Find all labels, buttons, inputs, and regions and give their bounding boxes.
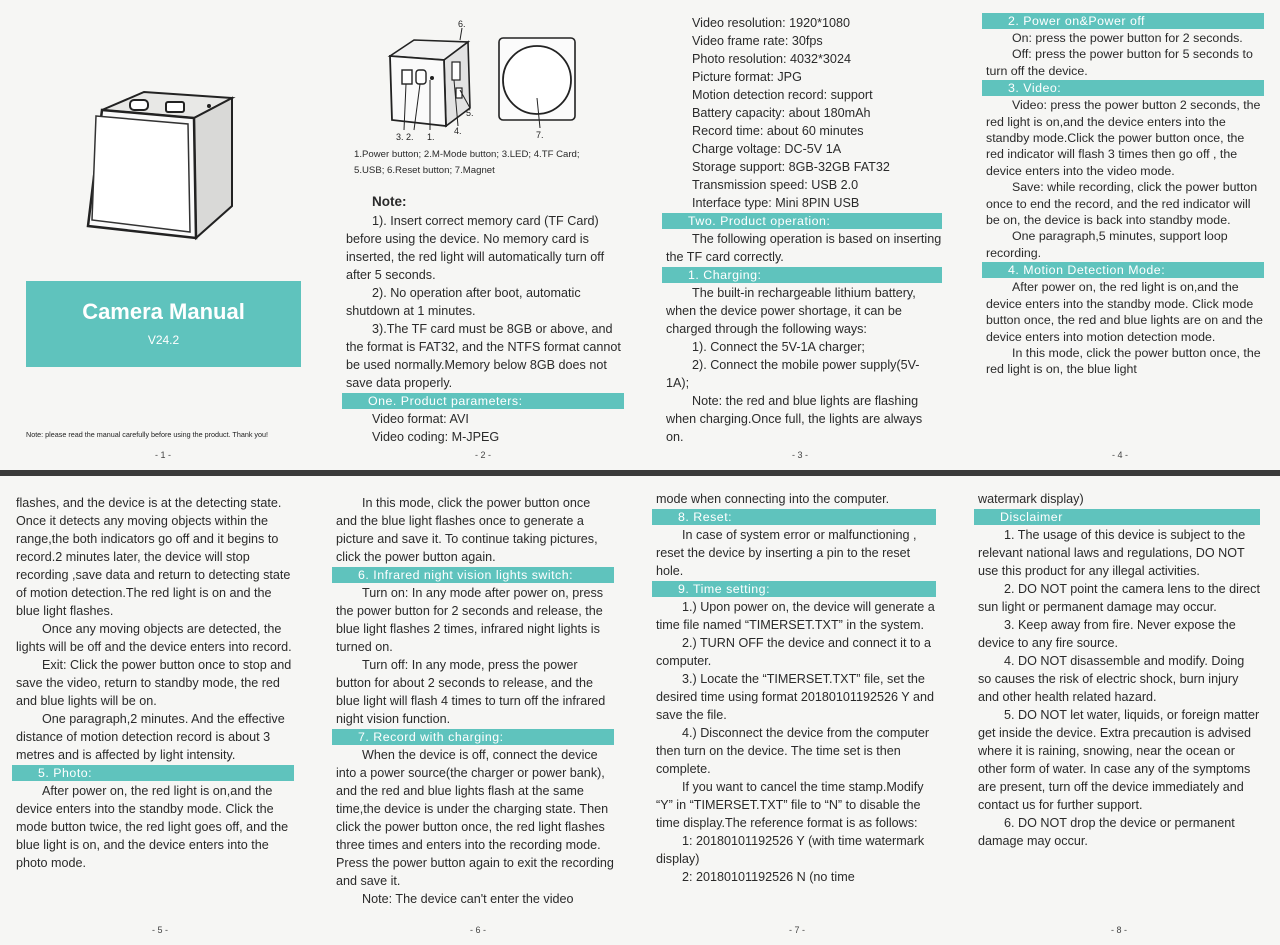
infrared-off: Turn off: In any mode, press the power button for about 2 seconds to release, and the blue light will flash 4 times to turn off the infrared night vision function. <box>336 658 606 726</box>
param-item: Interface type: Mini 8PIN USB <box>692 196 860 210</box>
record-note: Note: The device can't enter the video <box>362 892 574 906</box>
param-item: Motion detection record: support <box>692 88 873 102</box>
paragraph-text: One paragraph,2 minutes. And the effective distance of motion detection record is about 3 metres and is affected by light intensity. <box>16 712 285 762</box>
page-number: - 4 - <box>1111 450 1128 460</box>
record-charging-text: When the device is off, connect the device into a power source(the charger or power bank), and the red and blue lights flash at the same time,the device is under the charging state. Then click the power button once, the red light flashes three times and enters into the recording mode. Press the power button again to exit the recording and save it. <box>336 748 614 888</box>
param-item: Storage support: 8GB-32GB FAT32 <box>692 160 890 174</box>
charge-way-1: 1). Connect the 5V-1A charger; <box>692 340 865 354</box>
page-3 <box>640 0 960 470</box>
save-text: Save: while recording, click the power button once to end the record, and the red indicator will be on, the device is back into standby mode. <box>986 180 1258 228</box>
disclaimer-6: 6. DO NOT drop the device or permanent damage may occur. <box>978 816 1235 848</box>
video-text: Video: press the power button 2 seconds, the red light is on,and the device enters into the standby mode.Click the power button once, the red indicator will flash 3 times then go off , the device enters into the video mode. <box>986 98 1261 178</box>
disclaimer-5: 5. DO NOT let water, liquids, or foreign matter get inside the device. Extra precaution is advised where it is raining, snowing, near the ocean or other form of water. In case any of the symptoms are present, turn off the device immediately and contact us for further support. <box>978 708 1260 812</box>
param-item: Video resolution: 1920*1080 <box>692 16 851 30</box>
page-number: - 6 - <box>469 925 486 935</box>
photo-continued: In this mode, click the power button once and the blue light flashes once to generate a picture and save it. To continue taking pictures, click the power button again. <box>336 496 598 564</box>
format-continued: watermark display) <box>978 492 1084 506</box>
photo-text: After power on, the red light is on,and the device enters into the standby mode. Click the mode button twice, the red light goes off, and the blue light is on, and the device enters into the photo mode. <box>16 784 289 870</box>
page-number: - 5 - <box>151 925 168 935</box>
section-charging: 1. Charging: <box>662 267 942 283</box>
page-number: - 3 - <box>791 450 808 460</box>
loop-text: One paragraph,5 minutes, support loop recording. <box>986 229 1228 260</box>
legend-line-2: 5.USB; 6.Reset button; 7.Magnet <box>354 165 495 176</box>
page-number: - 1 - <box>154 450 171 460</box>
device-diagram <box>382 18 612 143</box>
section-video: 3. Video: <box>982 80 1264 96</box>
time-step-2: 2.) TURN OFF the device and connect it to a computer. <box>656 636 931 668</box>
section-infrared: 6. Infrared night vision lights switch: <box>332 567 614 583</box>
page-8 <box>958 476 1280 945</box>
section-disclaimer: Disclaimer <box>974 509 1260 525</box>
charge-note: Note: the red and blue lights are flashing when charging.Once full, the lights are always on. <box>666 394 923 444</box>
note-1: 1). Insert correct memory card (TF Card) before using the device. No memory card is inserted, the red light will automatically turn off after 5 seconds. <box>346 214 605 282</box>
time-format-1: 1: 20180101192526 Y (with time watermark display) <box>656 834 925 866</box>
section-motion: 4. Motion Detection Mode: <box>982 262 1264 278</box>
callout-32: 3. 2. <box>396 132 414 142</box>
param-video-format: Video format: AVI <box>372 412 469 426</box>
reset-text: In case of system error or malfunctioning , reset the device by inserting a pin to the reset hole. <box>656 528 917 578</box>
power-off-text: Off: press the power button for 5 seconds to turn off the device. <box>986 47 1253 78</box>
operation-intro: The following operation is based on inserting the TF card correctly. <box>666 232 942 264</box>
note-2: 2). No operation after boot, automatic shutdown at 1 minutes. <box>346 286 581 318</box>
disclaimer-4: 4. DO NOT disassemble and modify. Doing so causes the risk of electric shock, burn injury and other health related hazard. <box>978 654 1245 704</box>
note-heading: Note: <box>372 194 407 209</box>
callout-4: 4. <box>454 126 462 136</box>
charging-text: The built-in rechargeable lithium battery, when the device power shortage, it can be charged through the following ways: <box>666 286 916 336</box>
section-photo: 5. Photo: <box>12 765 294 781</box>
callout-7: 7. <box>536 130 544 140</box>
page-2 <box>326 0 640 470</box>
param-item: Transmission speed: USB 2.0 <box>692 178 859 192</box>
callout-6: 6. <box>458 19 466 29</box>
page-4 <box>960 0 1280 470</box>
cover-title: Camera Manual <box>82 299 245 324</box>
infrared-on: Turn on: In any mode after power on, press the power button for 2 seconds and release, the blue light flashes 2 times, infrared night lights is turned on. <box>336 586 604 654</box>
page-number: - 2 - <box>474 450 491 460</box>
section-time-setting: 9. Time setting: <box>652 581 936 597</box>
note-continued: mode when connecting into the computer. <box>656 492 890 506</box>
param-item: Charge voltage: DC-5V 1A <box>692 142 842 156</box>
power-on-text: On: press the power button for 2 seconds. <box>1012 31 1243 45</box>
callout-5: 5. <box>466 108 474 118</box>
cover-version: V24.2 <box>147 333 180 347</box>
note-3: 3).The TF card must be 8GB or above, and the format is FAT32, and the NTFS format cannot be used normally.Memory below 8GB does not save data properly. <box>346 322 621 390</box>
param-item: Video frame rate: 30fps <box>692 34 823 48</box>
section-reset: 8. Reset: <box>652 509 936 525</box>
cover-note: Note: please read the manual carefully before using the product. Thank you! <box>26 430 268 439</box>
cover-page <box>0 0 326 470</box>
section-record-charging: 7. Record with charging: <box>332 729 614 745</box>
charge-way-2: 2). Connect the mobile power supply(5V-1A); <box>666 358 920 390</box>
cover-title-band <box>26 281 301 367</box>
motion-continued: flashes, and the device is at the detecting state. Once it detects any moving objects within the range,the both indicators go off and it begins to record.2 minutes later, the device will stop recording ,save data and return to detecting state of motion detection.The red light is on and the blue light flashes. <box>16 496 291 618</box>
page-5 <box>0 476 320 945</box>
param-item: Photo resolution: 4032*3024 <box>692 52 851 66</box>
time-format-2: 2: 20180101192526 N (no time <box>682 870 855 884</box>
motion-text-2: In this mode, click the power button once, the red light is on, the blue light <box>986 345 1261 377</box>
page-6 <box>320 476 636 945</box>
section-heading-one: One. Product parameters: <box>342 393 624 409</box>
motion-text: After power on, the red light is on,and the device enters into the standby mode. Click mode button once, the red and blue lights are on and the device enters into motion detection mode. <box>986 280 1263 344</box>
section-heading-two: Two. Product operation: <box>662 213 942 229</box>
time-step-4: 4.) Disconnect the device from the computer then turn on the device. The time set is then complete. <box>656 726 930 776</box>
exit-text: Exit: Click the power button once to stop and save the video, return to standby mode, the red and blue lights will be on. <box>16 658 292 708</box>
fold-line-horizontal <box>0 470 1280 476</box>
param-item: Picture format: JPG <box>692 70 802 84</box>
page-number: - 8 - <box>1110 925 1127 935</box>
disclaimer-3: 3. Keep away from fire. Never expose the device to any fire source. <box>978 618 1236 650</box>
disclaimer-1: 1. The usage of this device is subject to the relevant national laws and regulations, DO NOT use this product for any illegal activities. <box>978 528 1246 578</box>
callout-1: 1. <box>427 132 435 142</box>
param-item: Battery capacity: about 180mAh <box>692 106 871 120</box>
legend-line-1: 1.Power button; 2.M-Mode button; 3.LED; 4.TF Card; <box>354 149 580 160</box>
page-number: - 7 - <box>788 925 805 935</box>
time-step-3: 3.) Locate the “TIMERSET.TXT” file, set the desired time using format 20180101192526 Y and save the file. <box>656 672 934 722</box>
motion-detected: Once any moving objects are detected, the lights will be off and the device enters into record. <box>16 622 292 654</box>
time-cancel: If you want to cancel the time stamp.Modify “Y” in “TIMERSET.TXT” file to “N” to disable the time display.The reference format is as follows: <box>656 780 924 830</box>
param-video-coding: Video coding: M-JPEG <box>372 430 500 444</box>
disclaimer-2: 2. DO NOT point the camera lens to the direct sun light or permanent damage may occur. <box>978 582 1260 614</box>
section-power: 2. Power on&Power off <box>982 13 1264 29</box>
param-item: Record time: about 60 minutes <box>692 124 864 138</box>
page-7 <box>636 476 958 945</box>
camera-illustration <box>82 88 242 248</box>
time-step-1: 1.) Upon power on, the device will generate a time file named “TIMERSET.TXT” in the system. <box>656 600 935 632</box>
